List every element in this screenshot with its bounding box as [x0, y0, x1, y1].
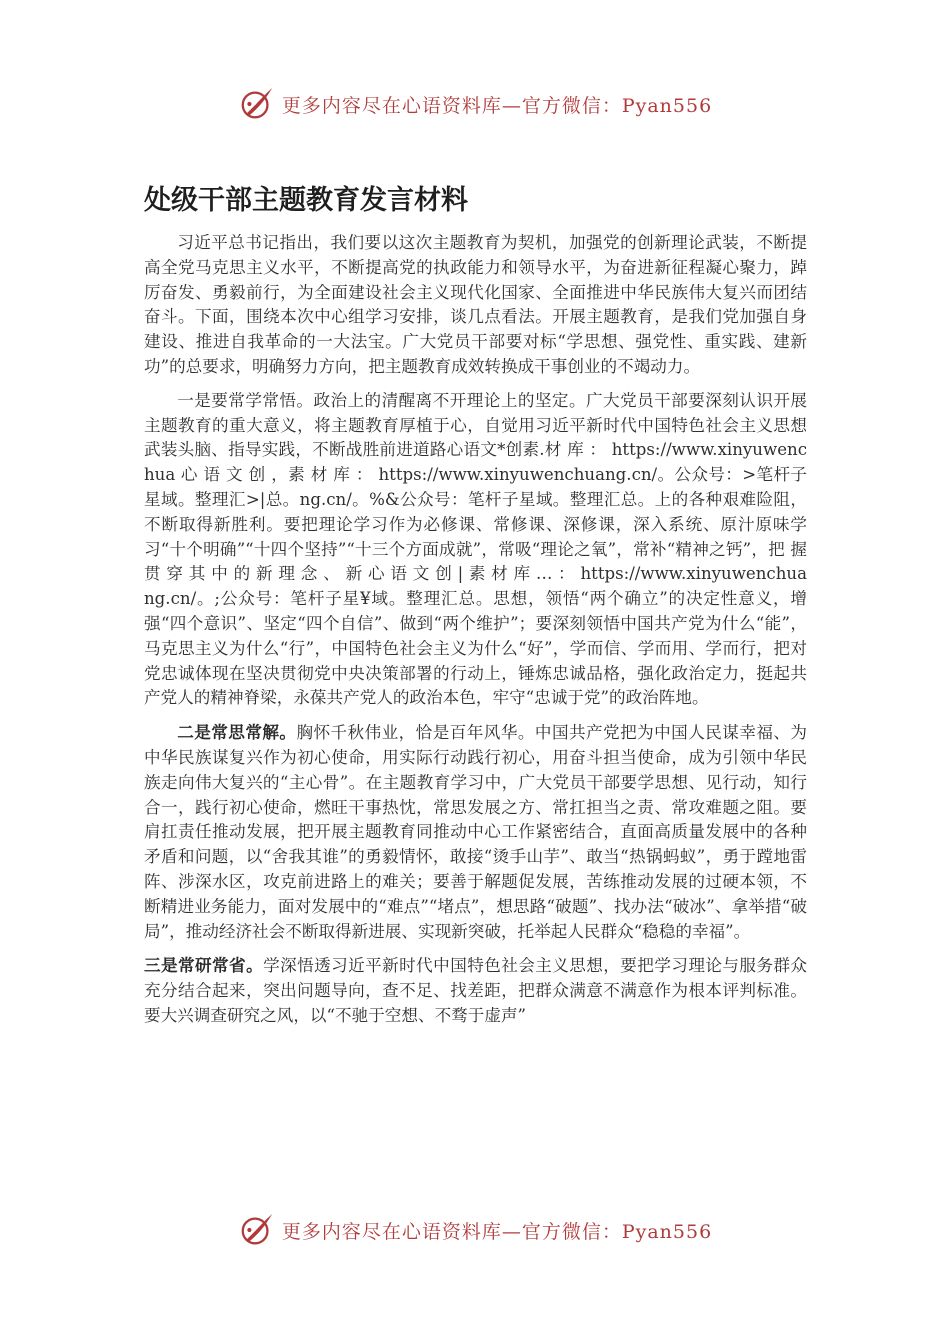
paragraph-text: 胸怀千秋伟业，恰是百年风华。中国共产党把为中国人民谋幸福、为中华民族谋复兴作为初心使命，用实际行动践行初心，用奋斗担当使命，成为引领中华民族走向伟大复兴的“主心骨”。在主题教育学习中，广大党员干部要学思想、见行动，知行合一，践行初心使命，燃旺干事热忱，常思发展之方、常扛担当之责、常攻难题之阻。要肩扛责任推动发展，把开展主题教育同推动中心工作紧密结合，直面高质量发展中的各种矛盾和问题，以“舍我其谁”的勇毅情怀，敢接“烫手山芋”、敢当“热锅蚂蚁”，勇于蹚地雷阵、涉深水区，攻克前进路上的难关；要善于解题促发展，苦练推动发展的过硬本领，不断精进业务能力，面对发展中的“难点”“堵点”，想思路“破题”、找办法“破冰”、拿举措“破局”，推动经济社会不断取得新进展、实现新突破，托举起人民群众“稳稳的幸福”。 — [144, 723, 808, 941]
document-title: 处级干部主题教育发言材料 — [144, 185, 468, 216]
footer-banner-text: 更多内容尽在心语资料库—官方微信：Pyan556 — [281, 1220, 713, 1243]
quill-logo-icon — [238, 1211, 276, 1249]
paragraph-intro — [144, 231, 807, 380]
header-banner-text: 更多内容尽在心语资料库—官方微信：Pyan556 — [281, 94, 713, 117]
header-banner — [0, 84, 950, 124]
paragraph-text: 学深悟透习近平新时代中国特色社会主义思想，要把学习理论与服务群众充分结合起来，突出问题导向，查不足、找差距，把群众满意不满意作为根本评判标准。要大兴调查研究之风，以“不驰于空想、不骛于虚声” — [144, 956, 808, 1025]
paragraph-lead: 三是常研常省。 — [144, 955, 264, 976]
quill-logo-icon — [238, 85, 276, 123]
paragraph-text: 一是要常学常悟。政治上的清醒离不开理论上的坚定。广大党员干部要深刻认识开展主题教育的重大意义，将主题教育厚植于心，自觉用习近平新时代中国特色社会主义思想武装头脑、指导实践，不断战胜前进道路心语文*创素.材 库 ： https://www.xinyuwenchua 心 语 文 创 ，素 材 库 ： https://www.xinyuwenchuang.cn/。公众号：>笔杆子星域。整理汇>|总。ng.cn/。%&公众号：笔杆子星域。整理汇总。上的各种艰难险阻，不断取得新胜利。要把理论学习作为必修课、常修课、深修课，深入系统、原汁原味学习“十个明确”“十四个坚持”“十三个方面成就”，常吸“理论之氧”，常补“精神之钙”，把 握 贯 穿 其 中 的 新 理 念 、 新 心 语 文 创 | 素 材 库 … ： https://www.xinyuwenchuang.cn/。;公众号：笔杆子星¥域。整理汇总。思想，领悟“两个确立”的决定性意义，增强“四个意识”、坚定“四个自信”、做到“两个维护”；要深刻领悟中国共产党为什么“能”，马克思主义为什么“行”，中国特色社会主义为什么“好”，学而信、学而用、学而行，把对党忠诚体现在坚决贯彻党中央决策部署的行动上，锤炼忠诚品格，强化政治定力，挺起共产党人的精神脊梁，永葆共产党人的政治本色，牢守“忠诚于党”的政治阵地。 — [144, 390, 807, 708]
paragraph-text: 习近平总书记指出，我们要以这次主题教育为契机，加强党的创新理论武装，不断提高全党马克思主义水平，不断提高党的执政能力和领导水平，为奋进新征程凝心聚力，踔厉奋发、勇毅前行，为全面建设社会主义现代化国家、全面推进中华民族伟大复兴而团结奋斗。下面，围绕本次中心组学习安排，谈几点看法。开展主题教育，是我们党加强自身建设、推进自我革命的一大法宝。广大党员干部要对标“学思想、强党性、重实践、建新功”的总要求，明确努力方向，把主题教育成效转换成干事创业的不竭动力。 — [144, 233, 807, 376]
paragraph-lead: 二是常思常解。 — [177, 722, 297, 743]
document-body — [144, 231, 807, 1038]
paragraph-research — [144, 953, 807, 1028]
paragraph-think — [144, 720, 807, 944]
footer-banner — [0, 1210, 950, 1250]
paragraph-study — [144, 389, 807, 711]
